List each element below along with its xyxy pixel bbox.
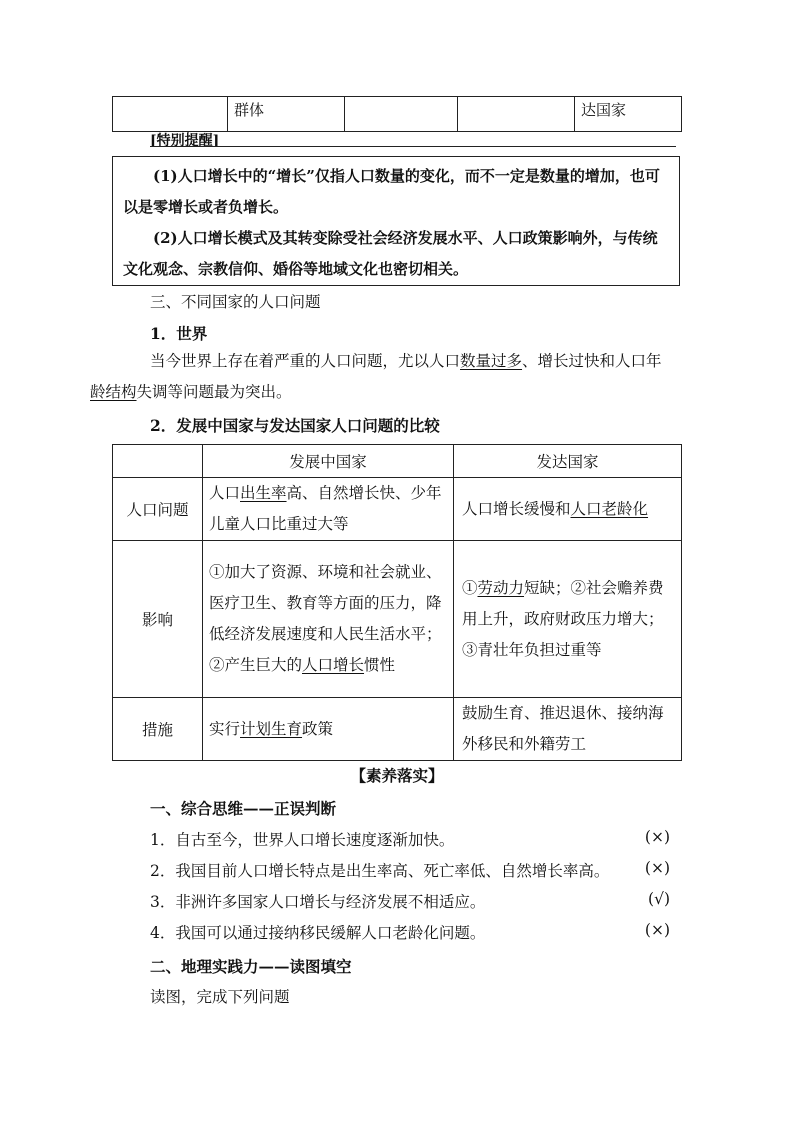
underlined-term: 出生率 [240,484,287,502]
table-cell [345,97,458,132]
underlined-term: 劳动力 [477,578,525,597]
tips-paragraph-2: (2)人口增长模式及其转变除受社会经济发展水平、人口政策影响外，与传统文化观念、宗教信仰、婚俗等地域文化也密切相关。 [123,229,658,278]
text-span: 政策 [302,719,334,738]
tips-paragraph-1: (1)人口增长中的“增长”仅指人口数量的变化，而不一定是数量的增加，也可以是零增长或者负增长。 [123,167,660,216]
cell-developing-problem [203,478,454,541]
practice-part1-heading: 一、综合思维——正误判断 [150,799,337,818]
row-label-problem: 人口问题 [113,478,203,541]
tips-divider [150,146,676,147]
text-span: 高、自然增长快、少年儿童人口比重过大等 [209,484,442,533]
practice-title: 【素养落实】 [350,766,444,785]
judge-item-4 [150,921,670,943]
judge-answer: (×) [644,828,670,846]
row-label-impact: 影响 [113,541,203,698]
underlined-term: 龄结构 [90,383,137,401]
world-paragraph [90,346,684,408]
table-cell: 群体 [228,97,345,132]
judge-text: 3．非洲许多国家人口增长与经济发展不相适应。 [150,893,486,911]
table-row [113,541,682,698]
text-span: 、增长过快和人口年 [522,352,662,370]
subheading-world: 1．世界 [150,324,208,343]
judge-item-1 [150,828,670,850]
table-header-row [113,445,682,478]
underlined-term: 人口老龄化 [570,499,649,518]
judge-item-2 [150,859,670,881]
underlined-term: 数量过多 [460,352,523,370]
table-cell [113,97,228,132]
text-span: 当今世界上存在着严重的人口问题，尤以人口 [150,352,461,370]
header-cell-developing: 发展中国家 [203,445,454,478]
judge-text: 1．自古至今，世界人口增长速度逐渐加快。 [150,831,455,849]
judge-answer: (×) [644,921,670,939]
table-row [113,97,682,132]
text-span: ① [462,578,478,597]
table-row [113,478,682,541]
top-table-fragment [112,96,682,132]
underlined-term: 计划生育 [240,719,303,738]
row-label-measures: 措施 [113,698,203,761]
text-span: 人口 [209,484,241,502]
comparison-table [112,444,682,761]
tips-label: [特别提醒] [150,133,220,149]
cell-developed-impact [454,541,682,698]
section-title: 三、不同国家的人口问题 [150,293,321,311]
cell-developed-measures: 鼓励生育、推迟退休、接纳海外移民和外籍劳工 [454,698,682,761]
subheading-compare: 2．发展中国家与发达国家人口问题的比较 [150,416,440,435]
cell-developing-impact [203,541,454,698]
judge-text: 2．我国目前人口增长特点是出生率高、死亡率低、自然增长率高。 [150,862,610,880]
practice-part2-heading: 二、地理实践力——读图填空 [150,957,352,976]
tips-box [112,156,680,286]
underlined-term: 人口增长 [302,656,365,674]
text-span: 实行 [209,719,241,738]
judge-text: 4．我国可以通过接纳移民缓解人口老龄化问题。 [150,924,486,942]
table-cell [458,97,575,132]
text-span: ①加大了资源、环境和社会就业、医疗卫生、教育等方面的压力，降低经济发展速度和人民生活水平；②产生巨大的 [209,563,442,674]
table-row [113,698,682,761]
header-cell-blank [113,445,203,478]
cell-developing-measures [203,698,454,761]
header-cell-developed: 发达国家 [454,445,682,478]
judge-answer: (×) [644,859,670,877]
practice-instruction: 读图，完成下列问题 [150,988,290,1006]
text-span: 人口增长缓慢和 [462,499,571,518]
text-span: 短缺；②社会赡养费用上升，政府财政压力增大；③青壮年负担过重等 [462,578,664,659]
text-span: 失调等问题最为突出。 [136,383,292,401]
judge-item-3 [150,890,670,912]
cell-developed-problem [454,478,682,541]
text-span: 惯性 [364,656,396,674]
table-cell: 达国家 [575,97,682,132]
judge-answer: (√) [648,890,670,908]
